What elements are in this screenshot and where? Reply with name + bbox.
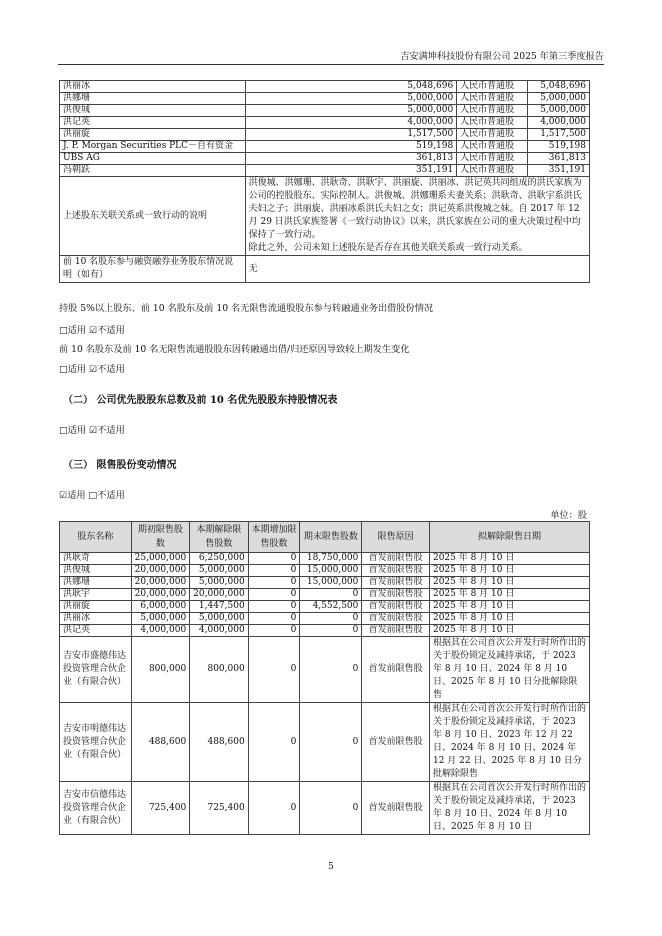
begin-restricted: 25,000,000	[131, 553, 190, 565]
restriction-reason: 首发前限售股	[362, 782, 430, 835]
release-date: 根据其在公司首次公开发行时所作出的关于股份锁定及减持承诺，于 2023 年 8 月 10 日、2024 年 8 月 10 日、2025 年 8 月 10 日分批解除限售	[429, 637, 589, 703]
shareholder-row	[60, 153, 590, 165]
share-count: 1,517,500	[528, 129, 590, 141]
column-header: 拟解除限售日期	[429, 522, 589, 553]
section-restricted-title: （三） 限售股份变动情况	[63, 460, 177, 471]
page-number: 5	[328, 862, 334, 872]
shareholder-shares: 361,813	[245, 153, 457, 165]
begin-restricted: 800,000	[131, 637, 190, 703]
end-restricted: 0	[300, 589, 362, 601]
release-date: 2025 年 8 月 10 日	[429, 625, 589, 637]
release-date: 2025 年 8 月 10 日	[429, 577, 589, 589]
margin-label: 前 10 名股东参与融资融券业务股东情况说明（如有）	[60, 256, 246, 283]
shareholder-shares: 519,198	[245, 141, 457, 153]
release-date: 2025 年 8 月 10 日	[429, 601, 589, 613]
restricted-header-row	[60, 522, 590, 553]
end-restricted: 0	[300, 625, 362, 637]
holder-name: 洪娜珊	[60, 577, 132, 589]
share-count: 5,000,000	[528, 93, 590, 105]
added-restricted: 0	[248, 703, 300, 782]
column-header: 限售原因	[362, 522, 430, 553]
shareholder-row	[60, 117, 590, 129]
shareholder-row	[60, 105, 590, 117]
holder-name: 洪耿奇	[60, 553, 132, 565]
share-type: 人民币普通股	[457, 117, 528, 129]
shareholder-name: 洪俊城	[60, 105, 246, 117]
restricted-row	[60, 565, 590, 577]
share-type: 人民币普通股	[457, 129, 528, 141]
relation-label: 上述股东关联关系或一致行动的说明	[60, 177, 246, 256]
margin-row	[60, 256, 590, 283]
relation-text-main: 洪俊城、洪娜珊、洪耿奇、洪耿宇、洪丽旋、洪丽冰、洪记英共同组成的洪氏家族为公司的控股股东、实际控制人。洪俊城、洪娜珊系夫妻关系；洪耿奇、洪耿宇系洪氏夫妇之子；洪丽旋、洪丽冰系洪氏夫妇之女；洪记英系洪俊城之妹。自 2017 年 12 月 29 日洪氏家族签署《一致行动协议》以来，洪氏家族在公司的重大决策过程中均保持了一致行动。	[248, 178, 582, 240]
holder-name: 吉安市盛德伟达投资管理合伙企业（有限合伙）	[60, 637, 132, 703]
release-date: 根据其在公司首次公开发行时所作出的关于股份锁定及减持承诺，于 2023 年 8 月 10 日、2023 年 12 月 22 日、2024 年 8 月 10 日、2024 年 12 月 22 日、2025 年 8 月 10 日分批解除限售	[429, 703, 589, 782]
released-restricted: 6,250,000	[190, 553, 249, 565]
end-restricted: 0	[300, 613, 362, 625]
column-header: 股东名称	[60, 522, 132, 553]
holder-name: 洪丽冰	[60, 613, 132, 625]
change-note: 前 10 名股东及前 10 名无限售流通股股东因转融通出借/归还原因导致较上期发生变化	[59, 344, 410, 355]
shareholder-row	[60, 129, 590, 141]
share-count: 4,000,000	[528, 117, 590, 129]
restriction-reason: 首发前限售股	[362, 613, 430, 625]
end-restricted: 15,000,000	[300, 577, 362, 589]
holder-name: 洪俊城	[60, 565, 132, 577]
released-restricted: 5,000,000	[190, 577, 249, 589]
end-restricted: 0	[300, 637, 362, 703]
restricted-row	[60, 703, 590, 782]
restricted-row	[60, 589, 590, 601]
holder-name: 洪丽旋	[60, 601, 132, 613]
restriction-reason: 首发前限售股	[362, 601, 430, 613]
share-type: 人民币普通股	[457, 81, 528, 93]
restriction-reason: 首发前限售股	[362, 637, 430, 703]
added-restricted: 0	[248, 553, 300, 565]
share-type: 人民币普通股	[457, 93, 528, 105]
margin-value: 无	[245, 256, 589, 283]
restricted-row	[60, 625, 590, 637]
column-header: 本期解除限售股数	[190, 522, 249, 553]
shareholder-row	[60, 165, 590, 177]
shareholder-row	[60, 141, 590, 153]
restriction-reason: 首发前限售股	[362, 553, 430, 565]
shareholder-name: J. P. Morgan Securities PLC－自有资金	[60, 141, 246, 153]
added-restricted: 0	[248, 577, 300, 589]
shareholder-shares: 5,000,000	[245, 105, 457, 117]
added-restricted: 0	[248, 613, 300, 625]
end-restricted: 18,750,000	[300, 553, 362, 565]
begin-restricted: 20,000,000	[131, 577, 190, 589]
share-count: 519,198	[528, 141, 590, 153]
released-restricted: 800,000	[190, 637, 249, 703]
end-restricted: 4,552,500	[300, 601, 362, 613]
released-restricted: 5,000,000	[190, 565, 249, 577]
top-shareholders-table	[59, 80, 590, 283]
end-restricted: 0	[300, 782, 362, 835]
begin-restricted: 725,400	[131, 782, 190, 835]
restricted-row	[60, 577, 590, 589]
restriction-reason: 首发前限售股	[362, 703, 430, 782]
begin-restricted: 20,000,000	[131, 565, 190, 577]
share-type: 人民币普通股	[457, 165, 528, 177]
share-type: 人民币普通股	[457, 141, 528, 153]
shareholder-name: UBS AG	[60, 153, 246, 165]
released-restricted: 1,447,500	[190, 601, 249, 613]
released-restricted: 5,000,000	[190, 613, 249, 625]
holder-name: 洪耿宇	[60, 589, 132, 601]
added-restricted: 0	[248, 565, 300, 577]
unit-label: 单位：股	[550, 510, 587, 521]
restriction-reason: 首发前限售股	[362, 625, 430, 637]
end-restricted: 0	[300, 703, 362, 782]
shareholder-name: 洪丽冰	[60, 81, 246, 93]
added-restricted: 0	[248, 782, 300, 835]
lending-note: 持股 5%以上股东、前 10 名股东及前 10 名无限售流通股股东参与转融通业务出借股份情况	[59, 303, 434, 314]
section-restricted-applicability: ☑适用 □不适用	[59, 490, 125, 501]
column-header: 期初限售股数	[131, 522, 190, 553]
section-preferred-applicability: □适用 ☑不适用	[59, 425, 125, 436]
restricted-row	[60, 782, 590, 835]
begin-restricted: 4,000,000	[131, 625, 190, 637]
release-date: 根据其在公司首次公开发行时所作出的关于股份锁定及减持承诺，于 2023 年 8 月 10 日、2024 年 8 月 10 日、2025 年 8 月 10 日	[429, 782, 589, 835]
header-divider	[58, 64, 604, 65]
restriction-reason: 首发前限售股	[362, 589, 430, 601]
share-type: 人民币普通股	[457, 105, 528, 117]
holder-name: 吉安市明德伟达投资管理合伙企业（有限合伙）	[60, 703, 132, 782]
restricted-shares-table	[59, 521, 590, 835]
added-restricted: 0	[248, 601, 300, 613]
begin-restricted: 6,000,000	[131, 601, 190, 613]
shareholder-shares: 351,191	[245, 165, 457, 177]
shareholder-shares: 5,000,000	[245, 93, 457, 105]
shareholder-shares: 5,048,696	[245, 81, 457, 93]
shareholder-row	[60, 81, 590, 93]
added-restricted: 0	[248, 589, 300, 601]
column-header: 期末限售股数	[300, 522, 362, 553]
shareholder-shares: 1,517,500	[245, 129, 457, 141]
share-count: 351,191	[528, 165, 590, 177]
added-restricted: 0	[248, 637, 300, 703]
release-date: 2025 年 8 月 10 日	[429, 613, 589, 625]
release-date: 2025 年 8 月 10 日	[429, 589, 589, 601]
begin-restricted: 5,000,000	[131, 613, 190, 625]
released-restricted: 4,000,000	[190, 625, 249, 637]
begin-restricted: 20,000,000	[131, 589, 190, 601]
holder-name: 洪记英	[60, 625, 132, 637]
relation-text-extra: 除此之外，公司未知上述股东是否存在其他关联关系或一致行动关系。	[248, 243, 528, 253]
share-count: 5,048,696	[528, 81, 590, 93]
relation-text	[245, 177, 589, 256]
shareholder-name: 洪记英	[60, 117, 246, 129]
relation-row	[60, 177, 590, 256]
share-type: 人民币普通股	[457, 153, 528, 165]
released-restricted: 488,600	[190, 703, 249, 782]
restriction-reason: 首发前限售股	[362, 577, 430, 589]
end-restricted: 15,000,000	[300, 565, 362, 577]
lending-applicability: □适用 ☑不适用	[59, 325, 125, 336]
shareholder-name: 洪娜珊	[60, 93, 246, 105]
holder-name: 吉安市信德伟达投资管理合伙企业（有限合伙）	[60, 782, 132, 835]
restricted-row	[60, 601, 590, 613]
released-restricted: 20,000,000	[190, 589, 249, 601]
restricted-row	[60, 637, 590, 703]
page-header: 吉安满坤科技股份有限公司 2025 年第三季度报告	[400, 51, 604, 62]
release-date: 2025 年 8 月 10 日	[429, 565, 589, 577]
share-count: 361,813	[528, 153, 590, 165]
begin-restricted: 488,600	[131, 703, 190, 782]
shareholder-name: 洪丽旋	[60, 129, 246, 141]
released-restricted: 725,400	[190, 782, 249, 835]
change-applicability: □适用 ☑不适用	[59, 364, 125, 375]
column-header: 本期增加限售股数	[248, 522, 300, 553]
added-restricted: 0	[248, 625, 300, 637]
shareholder-shares: 4,000,000	[245, 117, 457, 129]
section-preferred-title: （二） 公司优先股股东总数及前 10 名优先股股东持股情况表	[63, 395, 338, 406]
shareholder-name: 冯朝跃	[60, 165, 246, 177]
restricted-row	[60, 613, 590, 625]
restricted-row	[60, 553, 590, 565]
release-date: 2025 年 8 月 10 日	[429, 553, 589, 565]
share-count: 5,000,000	[528, 105, 590, 117]
restriction-reason: 首发前限售股	[362, 565, 430, 577]
shareholder-row	[60, 93, 590, 105]
